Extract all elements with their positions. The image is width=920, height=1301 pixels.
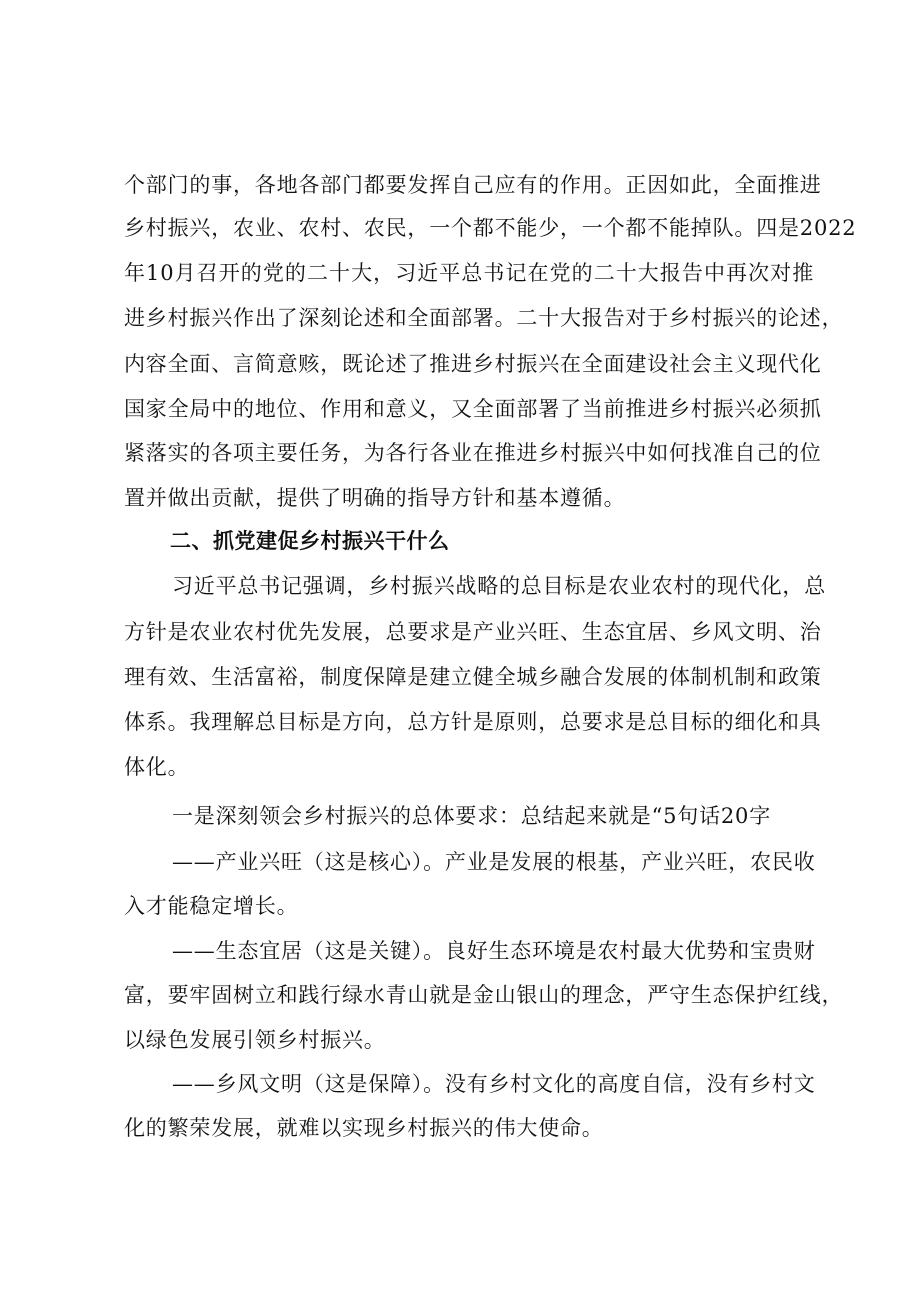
body-text-line: 理有效、生活富裕，制度保障是建立健全城乡融合发展的体制机制和政策: [124, 665, 822, 689]
body-text-line: 体化。: [124, 755, 190, 779]
body-text-line: 一是深刻领会乡村振兴的总体要求：总结起来就是“5句话20字: [172, 804, 772, 828]
body-text-line: 方针是农业农村优先发展，总要求是产业兴旺、生态宜居、乡风文明、治: [124, 620, 822, 644]
body-text-line: ——乡风文明（这是保障）。没有乡村文化的高度自信，没有乡村文: [172, 1072, 816, 1096]
body-text-line: 内容全面、言简意赅，既论述了推进乡村振兴在全面建设社会主义现代化: [124, 352, 822, 376]
body-text-line: 体系。我理解总目标是方向，总方针是原则，总要求是总目标的细化和具: [124, 710, 822, 734]
body-text-line: ——产业兴旺（这是核心）。产业是发展的根基，产业兴旺，农民收: [172, 850, 816, 874]
body-text-line: 置并做出贡献，提供了明确的指导方针和基本遵循。: [124, 486, 626, 510]
body-text-line: 进乡村振兴作出了深刻论述和全面部署。二十大报告对于乡村振兴的论述，: [124, 306, 844, 330]
body-text-line: 乡村振兴，农业、农村、农民，一个都不能少，一个都不能掉队。四是2022: [124, 216, 857, 240]
body-text-line: 紧落实的各项主要任务，为各行各业在推进乡村振兴中如何找准自己的位: [124, 441, 822, 465]
body-text-line: 年10月召开的党的二十大，习近平总书记在党的二十大报告中再次对推: [124, 261, 814, 285]
body-text-line: 入才能稳定增长。: [124, 894, 299, 918]
body-text-line: 国家全局中的地位、作用和意义，又全面部署了当前推进乡村振兴必须抓: [124, 397, 822, 421]
section-heading: 二、抓党建促乡村振兴干什么: [170, 529, 450, 553]
body-text-line: 富，要牢固树立和践行绿水青山就是金山银山的理念，严守生态保护红线，: [124, 983, 844, 1007]
body-text-line: 习近平总书记强调，乡村振兴战略的总目标是农业农村的现代化，总: [172, 574, 826, 598]
body-text-line: 个部门的事，各地各部门都要发挥自己应有的作用。正因如此，全面推进: [124, 173, 822, 197]
body-text-line: ——生态宜居（这是关键）。良好生态环境是农村最大优势和宝贵财: [172, 939, 816, 963]
body-text-line: 以绿色发展引领乡村振兴。: [124, 1028, 386, 1052]
body-text-line: 化的繁荣发展，就难以实现乡村振兴的伟大使命。: [124, 1116, 604, 1140]
